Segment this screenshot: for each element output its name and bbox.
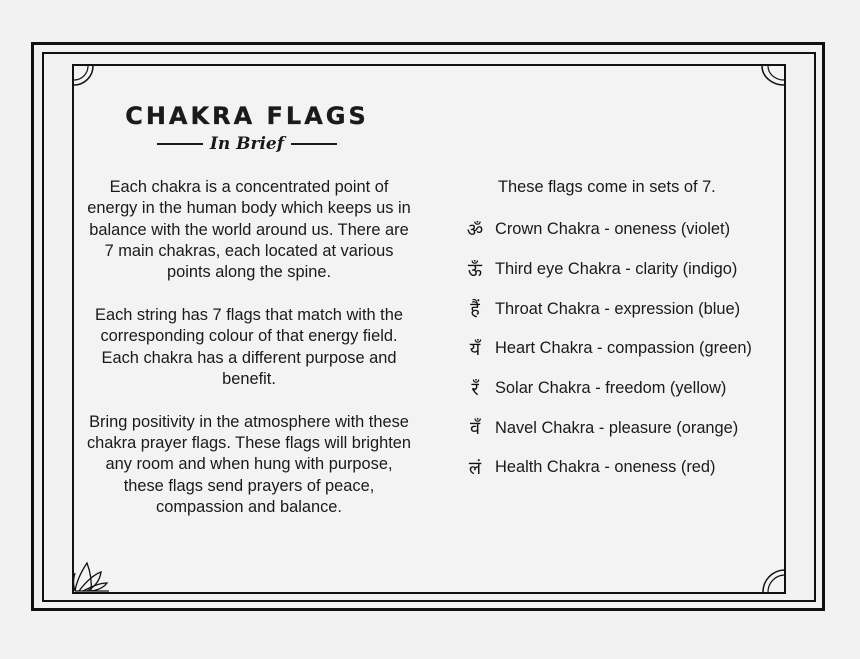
description-paragraph-2: Each string has 7 flags that match with the corresponding colour of that energy field. Each chakra has a different purpose and benefit. <box>95 305 403 388</box>
lotus-icon <box>73 555 111 593</box>
subtitle-left-rule <box>157 143 203 145</box>
flags-column <box>455 177 785 488</box>
list-item <box>455 408 785 448</box>
description-paragraph-1: Each chakra is a concentrated point of energy in the human body which keeps us in balance with the world around us. There are 7 main chakras, each located at various points along the spine. <box>87 178 411 282</box>
description-column <box>86 177 412 540</box>
top-right-corner-ornament <box>760 65 785 87</box>
chakra-label: Crown Chakra - oneness (violet) <box>495 220 731 239</box>
third-eye-bija-icon: ऊँ <box>467 259 483 281</box>
list-item <box>455 210 785 250</box>
navel-bija-icon: वँ <box>469 418 480 440</box>
page-subtitle: In Brief <box>209 134 285 154</box>
list-item <box>455 369 785 409</box>
health-bija-icon: लं <box>468 457 482 479</box>
chakra-label: Health Chakra - oneness (red) <box>495 458 716 477</box>
list-item <box>455 448 785 488</box>
solar-bija-icon: रँ <box>471 378 479 400</box>
title-block <box>72 100 422 156</box>
list-item <box>455 250 785 290</box>
flags-intro: These flags come in sets of 7. <box>498 178 716 196</box>
throat-bija-icon: हैं <box>470 299 480 321</box>
subtitle-row <box>72 132 422 156</box>
chakra-label: Heart Chakra - compassion (green) <box>495 339 752 358</box>
chakra-label: Navel Chakra - pleasure (orange) <box>495 418 739 437</box>
chakra-label: Solar Chakra - freedom (yellow) <box>495 379 727 398</box>
om-symbol-icon: ॐ <box>466 219 484 241</box>
bottom-right-corner-ornament <box>762 567 785 593</box>
chakra-label: Third eye Chakra - clarity (indigo) <box>495 260 738 279</box>
heart-bija-icon: यँ <box>469 338 481 360</box>
subtitle-right-rule <box>291 143 337 145</box>
list-item <box>455 289 785 329</box>
top-left-corner-ornament <box>73 65 95 87</box>
chakra-label: Throat Chakra - expression (blue) <box>495 299 741 318</box>
page-title: CHAKRA FLAGS <box>125 102 369 130</box>
list-item <box>455 329 785 369</box>
description-paragraph-3: Bring positivity in the atmosphere with these chakra prayer flags. These flags will brighten any room and when hung with purpose, these flags send prayers of peace, compassion and balance. <box>86 412 412 516</box>
chakra-list <box>455 210 785 488</box>
